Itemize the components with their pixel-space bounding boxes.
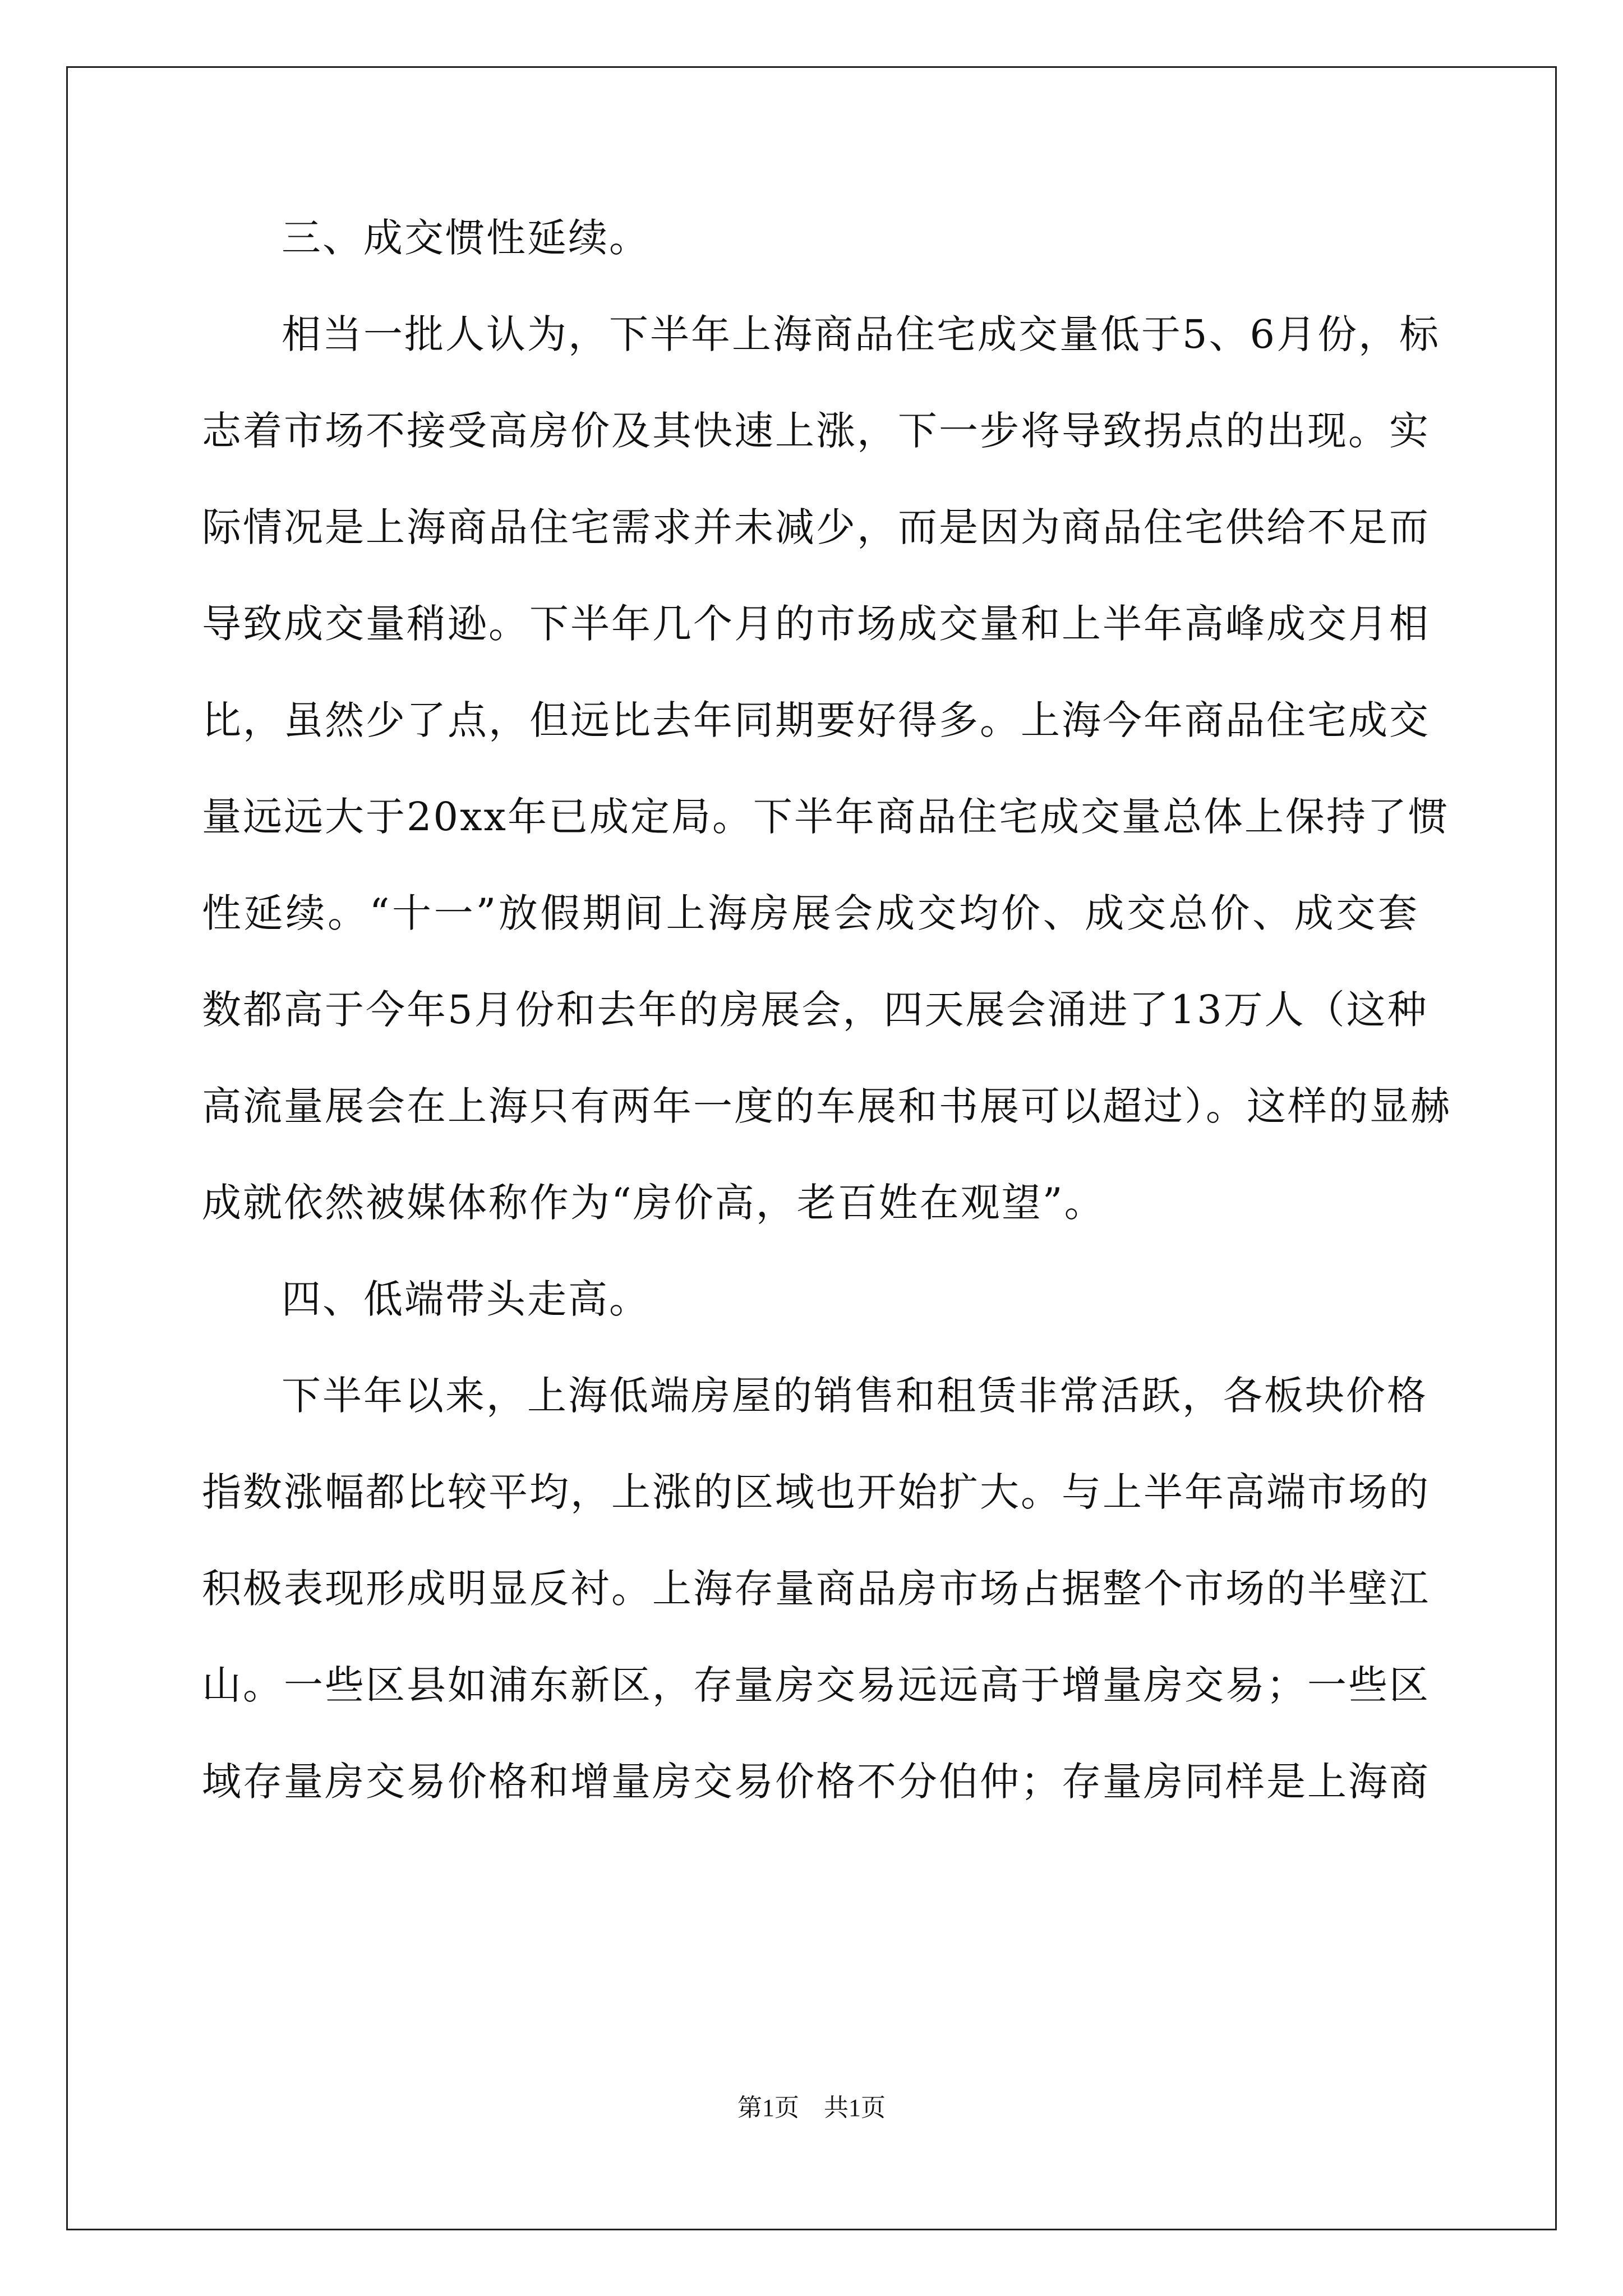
section-heading: 三、成交惯性延续。 <box>282 215 650 261</box>
page-border <box>66 66 1557 2230</box>
paragraph-line: 数都高于今年5月份和去年的房展会，四天展会涌进了13万人（这种 <box>202 987 1428 1033</box>
paragraph-line: 量远远大于20xx年已成定局。下半年商品住宅成交量总体上保持了惯 <box>202 794 1450 840</box>
paragraph-line: 志着市场不接受高房价及其快速上涨，下一步将导致拐点的出现。实 <box>202 408 1430 454</box>
paragraph-line: 指数涨幅都比较平均，上涨的区域也开始扩大。与上半年高端市场的 <box>202 1469 1430 1515</box>
paragraph-line: 积极表现形成明显反衬。上海存量商品房市场占据整个市场的半壁江 <box>202 1566 1430 1612</box>
paragraph-line: 成就依然被媒体称作为“房价高，老百姓在观望”。 <box>202 1180 1105 1226</box>
paragraph-line: 下半年以来，上海低端房屋的销售和租赁非常活跃，各板块价格 <box>282 1373 1428 1419</box>
section-heading: 四、低端带头走高。 <box>282 1276 650 1322</box>
paragraph-line: 际情况是上海商品住宅需求并未减少，而是因为商品住宅供给不足而 <box>202 504 1430 550</box>
paragraph-line: 比，虽然少了点，但远比去年同期要好得多。上海今年商品住宅成交 <box>202 697 1430 743</box>
paragraph-line: 相当一批人认为，下半年上海商品住宅成交量低于5、6月份，标 <box>282 311 1441 357</box>
paragraph-line: 高流量展会在上海只有两年一度的车展和书展可以超过）。这样的显赫 <box>202 1083 1451 1129</box>
paragraph-line: 性延续。“十一”放假期间上海房展会成交均价、成交总价、成交套 <box>202 890 1419 936</box>
paragraph-line: 山。一些区县如浦东新区，存量房交易远远高于增量房交易；一些区 <box>202 1662 1430 1708</box>
page-footer: 第1页 共1页 <box>737 2094 886 2122</box>
paragraph-line: 导致成交量稍逊。下半年几个月的市场成交量和上半年高峰成交月相 <box>202 601 1430 647</box>
paragraph-line: 域存量房交易价格和增量房交易价格不分伯仲；存量房同样是上海商 <box>202 1759 1430 1805</box>
